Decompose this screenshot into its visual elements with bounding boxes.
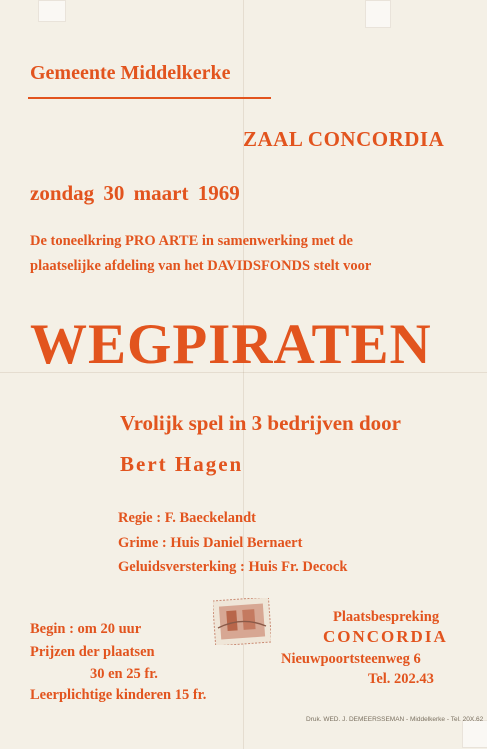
municipality-heading: Gemeente Middelkerke bbox=[30, 62, 231, 84]
child-price: Leerplichtige kinderen 15 fr. bbox=[30, 687, 207, 703]
play-author: Bert Hagen bbox=[120, 452, 244, 476]
play-title: WEGPIRATEN bbox=[30, 313, 432, 376]
prices-values: 30 en 25 fr. bbox=[90, 666, 158, 682]
intro-line-1: De toneelkring PRO ARTE in samenwerking met de bbox=[30, 233, 353, 249]
booking-heading: Plaatsbespreking bbox=[333, 609, 440, 625]
start-time: Begin : om 20 uur bbox=[30, 621, 142, 637]
play-description: Vrolijk spel in 3 bedrijven door bbox=[120, 411, 401, 435]
credit-sound: Geluidsversterking : Huis Fr. Decock bbox=[118, 559, 348, 575]
credit-makeup: Grime : Huis Daniel Bernaert bbox=[118, 535, 303, 551]
credit-direction: Regie : F. Baeckelandt bbox=[118, 510, 257, 526]
tape-strip bbox=[462, 720, 487, 748]
printer-imprint: Druk. WED. J. DEMEERSSEMAN - Middelkerke - Tel. 20X.62 bbox=[306, 716, 484, 723]
tape-strip bbox=[38, 0, 66, 22]
tape-strip bbox=[365, 0, 391, 28]
booking-venue: CONCORDIA bbox=[323, 627, 448, 646]
heading-underline bbox=[28, 97, 271, 99]
tax-stamp-icon bbox=[213, 598, 271, 645]
venue-name: ZAAL CONCORDIA bbox=[243, 127, 445, 151]
booking-phone: Tel. 202.43 bbox=[368, 671, 434, 687]
prices-heading: Prijzen der plaatsen bbox=[30, 644, 155, 660]
event-date: zondag 30 maart 1969 bbox=[30, 181, 240, 205]
booking-address: Nieuwpoortsteenweg 6 bbox=[281, 651, 421, 667]
intro-line-2: plaatselijke afdeling van het DAVIDSFONDS stelt voor bbox=[30, 258, 372, 274]
